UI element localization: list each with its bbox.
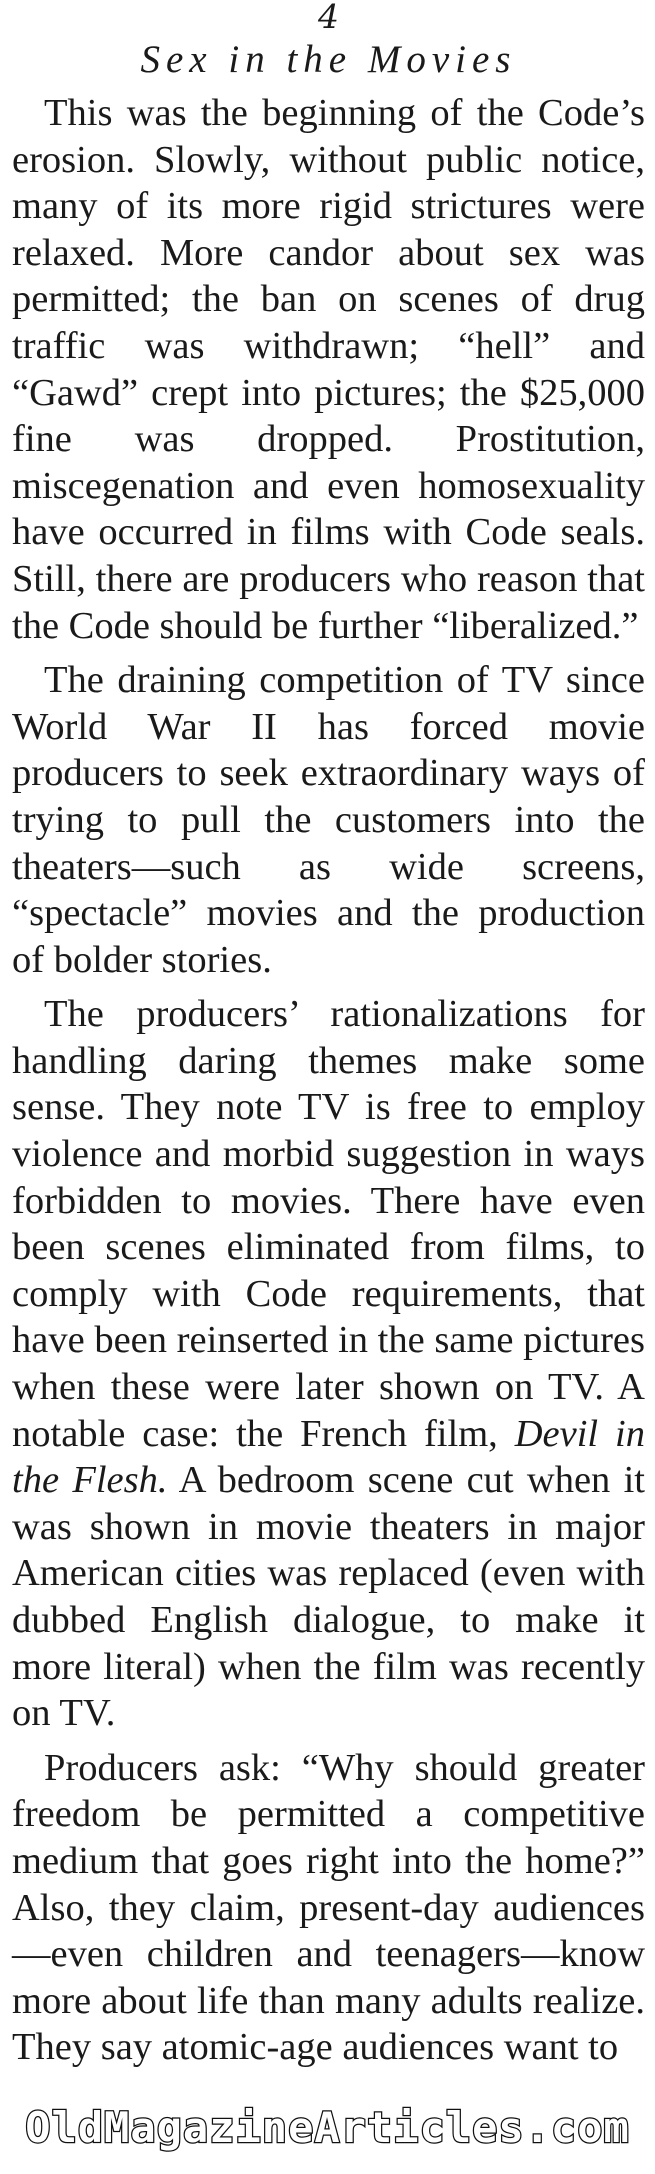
paragraph-4 [12,1745,645,2071]
paragraph-4-text: Producers ask: “Why should greater freedom be permitted a competitive medium that goes right into the home?” Also, they claim, present-day audiences—even children and teenagers—know more about life than many adults realize. They say atomic-age audiences want to [12,1746,645,2069]
running-title: Sex in the Movies [140,38,517,81]
paragraph-3-text-start: The producers’ rationalizations for handling daring themes make some sense. They note TV is free to employ violence and morbid suggestion in ways forbidden to movies. There have even been scenes eliminated from films, to comply with Code requirements, that have been reinserted in the same pictures when these were later shown on TV. A notable case: the French film, [12,993,645,1455]
paragraph-3-text-end: A bedroom scene cut when it was shown in movie theaters in major American cities was replaced (even with dubbed English dialogue, to make it more literal) when the film was recently on TV. [12,1459,645,1735]
paragraph-1-text: This was the beginning of the Code’s erosion. Slowly, without public notice, many of its more rigid strictures were relaxed. More candor about sex was permitted; the ban on scenes of drug traffic was withdrawn; “hell” and “Gawd” crept into pictures; the $25,000 fine was dropped. Prostitution, miscegenation and even homosexuality have occurred in films with Code seals. Still, there are producers who reason that the Code should be further “liberalized.” [12,92,645,647]
film-title: Devil in the Flesh. [12,1412,645,1502]
paragraph-3 [12,991,645,1737]
paragraph-2 [12,657,645,983]
paragraph-2-text: The draining competition of TV since World War II has forced movie producers to seek extraordinary ways of trying to pull the customers into the theaters—such as wide screens, “spectacle” movies and the production of bolder stories. [12,659,645,981]
paragraph-1 [12,90,645,649]
article-body [12,90,645,2071]
site-watermark: OldMagazineArticles.com [25,2103,630,2152]
page-number: 4 [318,0,339,36]
